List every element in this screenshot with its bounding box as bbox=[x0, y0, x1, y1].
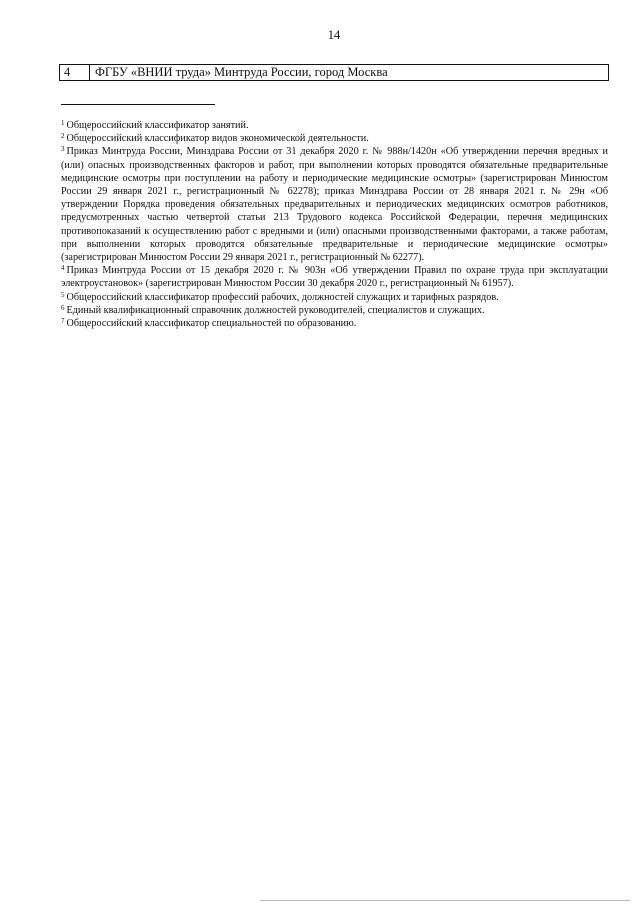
footnote-1 bbox=[61, 119, 608, 132]
footnote-text: Приказ Минтруда России от 15 декабря 2020 г. № 903н «Об утверждении Правил по охране труда при эксплуатации электроустановок» (зарегистрирован Минюстом России 30 декабря 2020 г., регистрационный № 61957). bbox=[61, 265, 608, 290]
footnote-text: Общероссийский классификатор занятий. bbox=[66, 120, 249, 131]
page-bottom-edge bbox=[260, 900, 630, 901]
footnote-3 bbox=[61, 145, 608, 264]
footnote-7 bbox=[61, 317, 608, 330]
footnote-5 bbox=[61, 291, 608, 304]
page-number: 14 bbox=[327, 28, 341, 42]
footnote-mark: 3 bbox=[61, 145, 65, 154]
footnote-mark: 4 bbox=[61, 264, 65, 273]
footnotes-section bbox=[61, 119, 608, 330]
footnote-separator bbox=[61, 104, 215, 105]
footnote-text: Общероссийский классификатор видов экономической деятельности. bbox=[66, 133, 369, 145]
footnote-text: Единый квалификационный справочник должностей руководителей, специалистов и служащих. bbox=[66, 304, 485, 316]
organization-table bbox=[59, 64, 609, 81]
organization-name: ФГБУ «ВНИИ труда» Минтруда России, город Москва bbox=[95, 65, 388, 79]
footnote-text: Общероссийский классификатор специальностей по образованию. bbox=[66, 318, 357, 330]
footnote-mark: 5 bbox=[61, 290, 65, 299]
footnote-text: Приказ Минтруда России, Минздрава России от 31 декабря 2020 г. № 988н/1420н «Об утверждении перечня вредных и (или) опасных производственных факторов и работ, при выполнении которых проводятся обязательные предварительные медицинские осмотры при поступлении на работу и периодические медицинские осмотры» (зарегистрирован Минюстом России 29 января 2021 г., регистрационный № 62278); приказ Минздрава России от 28 января 2021 г. № 29н «Об утверждении Порядка проведения обязательных предварительных и периодических медицинских осмотров работников, предусмотренных частью четвертой статьи 213 Трудового кодекса Российской Федерации, перечня медицинских противопоказаний к осуществлению работ с вредными и (или) опасными производственными факторами, а также работам, при выполнении которых проводятся обязательные предварительные и периодические медицинские осмотры» (зарегистрирован Минюстом России 29 января 2021 г., регистрационный № 62277). bbox=[61, 146, 608, 264]
footnote-mark: 7 bbox=[61, 317, 65, 326]
footnote-mark: 1 bbox=[61, 119, 65, 127]
footnote-4 bbox=[61, 264, 608, 290]
footnote-2 bbox=[61, 132, 608, 145]
footnote-mark: 6 bbox=[61, 303, 65, 312]
footnote-mark: 2 bbox=[61, 132, 65, 141]
footnote-6 bbox=[61, 304, 608, 317]
table-row-number: 4 bbox=[60, 65, 90, 80]
footnote-text: Общероссийский классификатор профессий рабочих, должностей служащих и тарифных разрядов. bbox=[66, 291, 499, 303]
